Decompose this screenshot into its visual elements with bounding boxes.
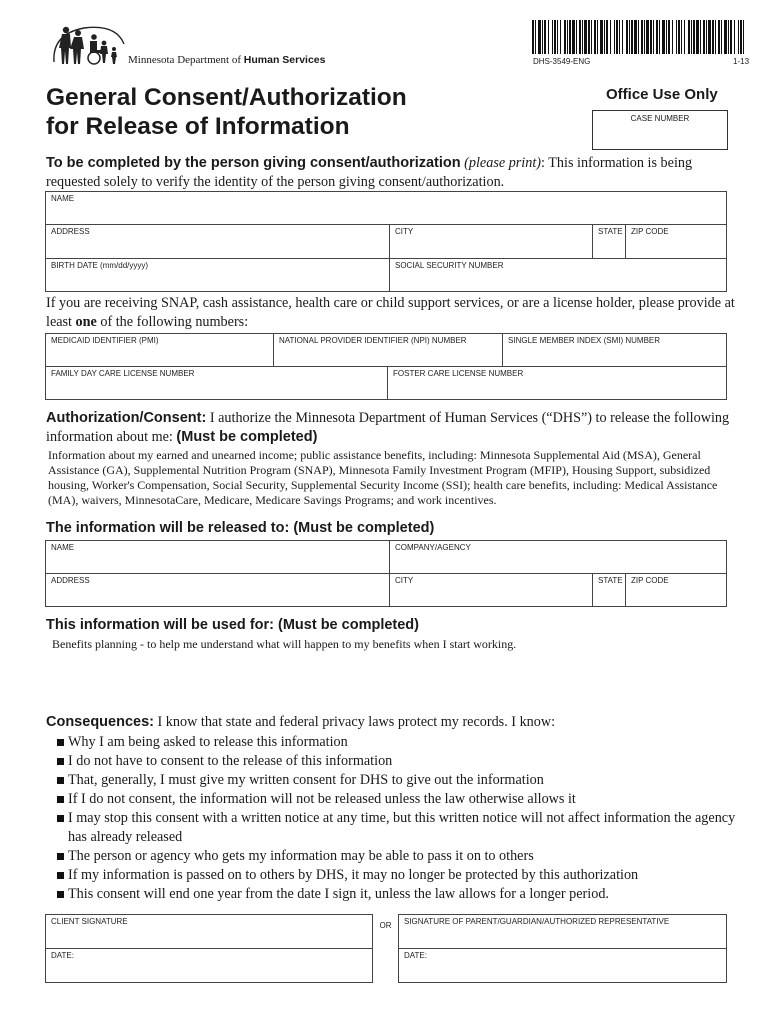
recipient-state-field[interactable] bbox=[593, 574, 626, 607]
family-day-care-label: FAMILY DAY CARE LICENSE NUMBER bbox=[51, 369, 195, 378]
representative-date-label: DATE: bbox=[404, 951, 427, 960]
state-label: STATE bbox=[598, 227, 623, 236]
smi-label: SINGLE MEMBER INDEX (SMI) NUMBER bbox=[508, 336, 661, 345]
pmi-field[interactable] bbox=[46, 334, 274, 367]
or-label: OR bbox=[379, 920, 392, 930]
title-line-1: General Consent/Authorization bbox=[46, 84, 407, 111]
address-label: ADDRESS bbox=[51, 227, 90, 236]
ssn-field[interactable] bbox=[390, 259, 727, 292]
identity-table bbox=[45, 191, 727, 292]
list-item: I may stop this consent with a written notice at any time, but this written notice will not affect information the agency has already released bbox=[46, 809, 736, 847]
zip-label: ZIP CODE bbox=[631, 227, 669, 236]
consequences-section bbox=[46, 713, 736, 904]
recipient-address-label: ADDRESS bbox=[51, 576, 90, 585]
recipient-state-label: STATE bbox=[598, 576, 623, 585]
released-to-heading: The information will be released to: (Must be completed) bbox=[46, 520, 435, 536]
client-signature-label: CLIENT SIGNATURE bbox=[51, 917, 128, 926]
authorization-text: I authorize the Minnesota Department of Human Services (“DHS”) to release the following information about me: bbox=[46, 410, 730, 445]
recipient-zip-field[interactable] bbox=[626, 574, 727, 607]
foster-care-field[interactable] bbox=[388, 367, 727, 400]
case-number-box[interactable] bbox=[592, 110, 728, 150]
numbers-text-a: If you are receiving SNAP, cash assistance, health care or child support services, or are a license holder, please provide at least bbox=[46, 295, 735, 330]
agency-name: Minnesota Department of Human Services bbox=[128, 54, 326, 66]
recipient-zip-label: ZIP CODE bbox=[631, 576, 669, 585]
consequences-intro: I know that state and federal privacy laws protect my records. I know: bbox=[153, 714, 556, 730]
used-for-filled-text[interactable]: Benefits planning - to help me understand what will happen to my benefits when I start working. bbox=[52, 637, 517, 651]
company-label: COMPANY/AGENCY bbox=[395, 543, 471, 552]
section-numbers-instructions bbox=[46, 294, 736, 332]
foster-care-label: FOSTER CARE LICENSE NUMBER bbox=[393, 369, 524, 378]
npi-field[interactable] bbox=[274, 334, 503, 367]
authorization-filled-text[interactable]: Information about my earned and unearned income; public assistance benefits, including: Minnesota Supplemental Aid (MSA), General Assistance (GA), Supplemental Nutrition Program (SNAP), Minnesota Family Investment Program (MFIP), Housing Support, subsidized housing, Worker's Compensation, Social Security, Supplemental Security Income (SSI); health care benefits, including: Medical Assistance (MA), waivers, MinnesotaCare, Medicare, Medicare Savings Programs; and work incentives. bbox=[48, 448, 718, 507]
ssn-label: SOCIAL SECURITY NUMBER bbox=[395, 261, 504, 270]
representative-date-field[interactable] bbox=[399, 949, 727, 983]
bullet-icon bbox=[57, 796, 64, 803]
state-field[interactable] bbox=[593, 225, 626, 259]
representative-signature-field[interactable] bbox=[399, 915, 727, 949]
list-item: This consent will end one year from the date I sign it, unless the law allows for a longer period. bbox=[46, 885, 736, 904]
bullet-icon bbox=[57, 891, 64, 898]
bullet-icon bbox=[57, 777, 64, 784]
recipient-address-field[interactable] bbox=[46, 574, 390, 607]
bullet-icon bbox=[57, 739, 64, 746]
used-for-heading: This information will be used for: (Must be completed) bbox=[46, 617, 419, 633]
client-date-field[interactable] bbox=[46, 949, 373, 983]
company-field[interactable] bbox=[390, 541, 727, 574]
list-item: I do not have to consent to the release of this information bbox=[46, 752, 736, 771]
recipient-city-label: CITY bbox=[395, 576, 414, 585]
list-item: Why I am being asked to release this information bbox=[46, 733, 736, 752]
section-identity-text: : This information is being requested solely to verify the identity of the person giving consent/authorization. bbox=[46, 155, 693, 190]
recipient-name-label: NAME bbox=[51, 543, 75, 552]
office-use-heading: Office Use Only bbox=[606, 86, 718, 103]
birth-date-label: BIRTH DATE (mm/dd/yyyy) bbox=[51, 261, 149, 270]
family-day-care-field[interactable] bbox=[46, 367, 388, 400]
released-to-table bbox=[45, 540, 727, 607]
section-identity-heading: To be completed by the person giving consent/authorization bbox=[46, 155, 461, 171]
spacer bbox=[373, 949, 399, 983]
zip-field[interactable] bbox=[626, 225, 727, 259]
page-title bbox=[46, 83, 407, 141]
recipient-city-field[interactable] bbox=[390, 574, 593, 607]
list-item: That, generally, I must give my written consent for DHS to give out the information bbox=[46, 771, 736, 790]
case-number-label: CASE NUMBER bbox=[630, 114, 690, 123]
numbers-text-b: of the following numbers: bbox=[96, 314, 249, 330]
authorization-statement bbox=[46, 409, 736, 447]
bullet-icon bbox=[57, 758, 64, 765]
name-field[interactable] bbox=[46, 192, 727, 225]
list-item: If my information is passed on to others by DHS, it may no longer be protected by this authorization bbox=[46, 866, 736, 885]
list-item: If I do not consent, the information will not be released unless the law otherwise allows it bbox=[46, 790, 736, 809]
client-date-label: DATE: bbox=[51, 951, 74, 960]
barcode bbox=[532, 20, 748, 54]
npi-label: NATIONAL PROVIDER IDENTIFIER (NPI) NUMBER bbox=[279, 336, 467, 345]
dhs-logo bbox=[44, 22, 126, 66]
numbers-table bbox=[45, 333, 727, 400]
title-line-2: for Release of Information bbox=[46, 113, 350, 140]
name-label: NAME bbox=[51, 194, 75, 203]
numbers-text-bold: one bbox=[75, 314, 97, 330]
signature-table bbox=[45, 914, 727, 983]
address-field[interactable] bbox=[46, 225, 390, 259]
representative-signature-label: SIGNATURE OF PARENT/GUARDIAN/AUTHORIZED REPRESENTATIVE bbox=[404, 917, 670, 926]
authorization-heading: Authorization/Consent: bbox=[46, 410, 207, 426]
bullet-icon bbox=[57, 815, 64, 822]
birth-date-field[interactable] bbox=[46, 259, 390, 292]
city-field[interactable] bbox=[390, 225, 593, 259]
recipient-name-field[interactable] bbox=[46, 541, 390, 574]
pmi-label: MEDICAID IDENTIFIER (PMI) bbox=[51, 336, 159, 345]
consequences-heading: Consequences: bbox=[46, 714, 154, 730]
bullet-icon bbox=[57, 872, 64, 879]
consequences-list bbox=[46, 733, 736, 904]
section-identity-instructions bbox=[46, 154, 736, 192]
list-item: The person or agency who gets my information may be able to pass it on to others bbox=[46, 847, 736, 866]
please-print-note: (please print) bbox=[464, 155, 542, 171]
bullet-icon bbox=[57, 853, 64, 860]
client-signature-field[interactable] bbox=[46, 915, 373, 949]
form-number: DHS-3549-ENG bbox=[533, 57, 591, 66]
city-label: CITY bbox=[395, 227, 414, 236]
authorization-required: (Must be completed) bbox=[176, 429, 318, 445]
smi-field[interactable] bbox=[503, 334, 727, 367]
form-revision: 1-13 bbox=[733, 57, 750, 66]
